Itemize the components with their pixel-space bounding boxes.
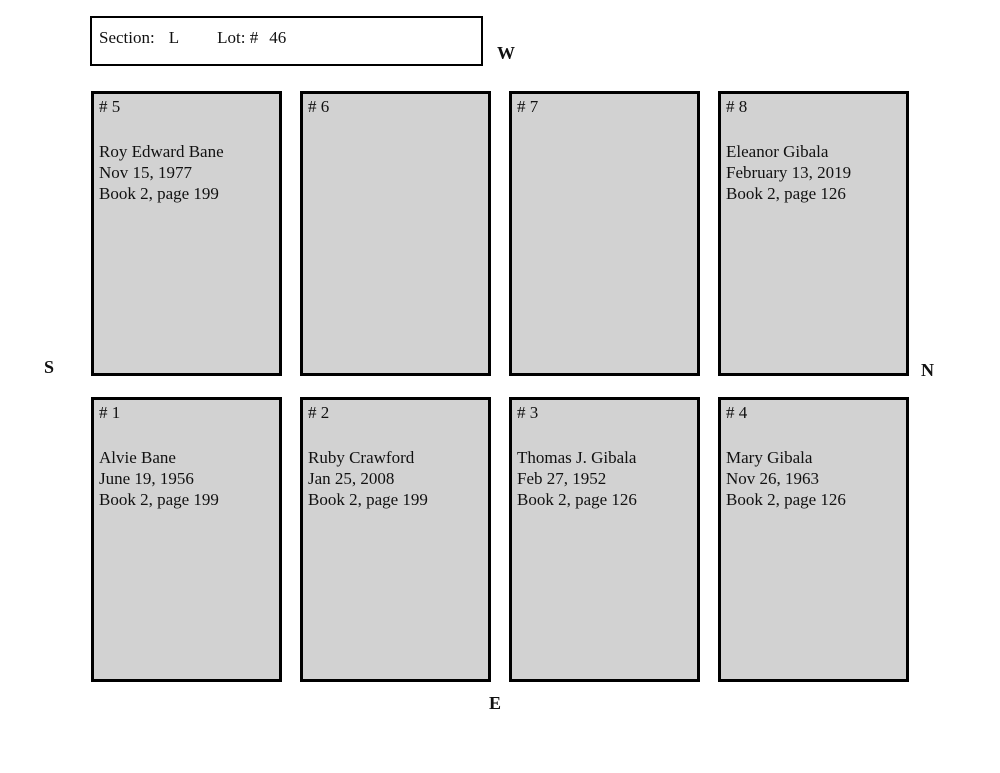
- plot-box-1: [91, 397, 282, 682]
- plot-book-ref: Book 2, page 126: [726, 490, 846, 509]
- plot-box-4: [718, 397, 909, 682]
- plot-book-ref: Book 2, page 199: [99, 184, 219, 203]
- plot-book-ref: Book 2, page 126: [726, 184, 846, 203]
- plot-number: # 2: [308, 403, 330, 422]
- section-label: Section:: [99, 28, 155, 47]
- plot-number: # 4: [726, 403, 748, 422]
- plot-book-ref: Book 2, page 199: [99, 490, 219, 509]
- plot-book-ref: [517, 183, 692, 204]
- lot-label: Lot: #: [217, 28, 259, 47]
- plot-date: [308, 162, 483, 183]
- plot-date: June 19, 1956: [99, 469, 194, 488]
- plot-number: # 5: [99, 97, 121, 116]
- plot-date: [517, 162, 692, 183]
- plot-name: Mary Gibala: [726, 448, 813, 467]
- plot-date: February 13, 2019: [726, 163, 852, 182]
- plot-date: Nov 26, 1963: [726, 469, 820, 488]
- plot-name: [517, 141, 692, 162]
- plot-info: [308, 141, 483, 204]
- plot-name: Alvie Bane: [99, 448, 176, 467]
- plot-number: # 3: [517, 403, 539, 422]
- compass-west-label: W: [497, 43, 515, 63]
- plot-number: # 7: [517, 97, 539, 116]
- section-lot-header: [90, 16, 483, 66]
- plot-box-3: [509, 397, 700, 682]
- plot-date: Jan 25, 2008: [308, 469, 395, 488]
- plot-info: [308, 447, 483, 510]
- lot-value: 46: [269, 28, 287, 47]
- plot-number: # 6: [308, 97, 330, 116]
- section-value: L: [168, 28, 180, 47]
- plot-box-7: [509, 91, 700, 376]
- plot-info: [99, 447, 274, 510]
- plot-name: Roy Edward Bane: [99, 142, 224, 161]
- plot-box-8: [718, 91, 909, 376]
- plot-box-5: [91, 91, 282, 376]
- plot-book-ref: Book 2, page 199: [308, 490, 428, 509]
- compass-east-label: E: [489, 693, 502, 713]
- plot-box-6: [300, 91, 491, 376]
- plot-info: [726, 141, 901, 204]
- plot-book-ref: Book 2, page 126: [517, 490, 637, 509]
- plot-info: [726, 447, 901, 510]
- plot-name: Thomas J. Gibala: [517, 448, 637, 467]
- plot-number: # 8: [726, 97, 748, 116]
- plot-box-2: [300, 397, 491, 682]
- plot-info: [517, 447, 692, 510]
- compass-north-label: N: [921, 360, 934, 380]
- plot-name: [308, 141, 483, 162]
- plot-name: Eleanor Gibala: [726, 142, 829, 161]
- plot-info: [517, 141, 692, 204]
- plot-name: Ruby Crawford: [308, 448, 415, 467]
- plot-number: # 1: [99, 403, 121, 422]
- plot-book-ref: [308, 183, 483, 204]
- compass-south-label: S: [44, 357, 55, 377]
- plot-info: [99, 141, 274, 204]
- plot-date: Nov 15, 1977: [99, 163, 193, 182]
- plot-date: Feb 27, 1952: [517, 469, 607, 488]
